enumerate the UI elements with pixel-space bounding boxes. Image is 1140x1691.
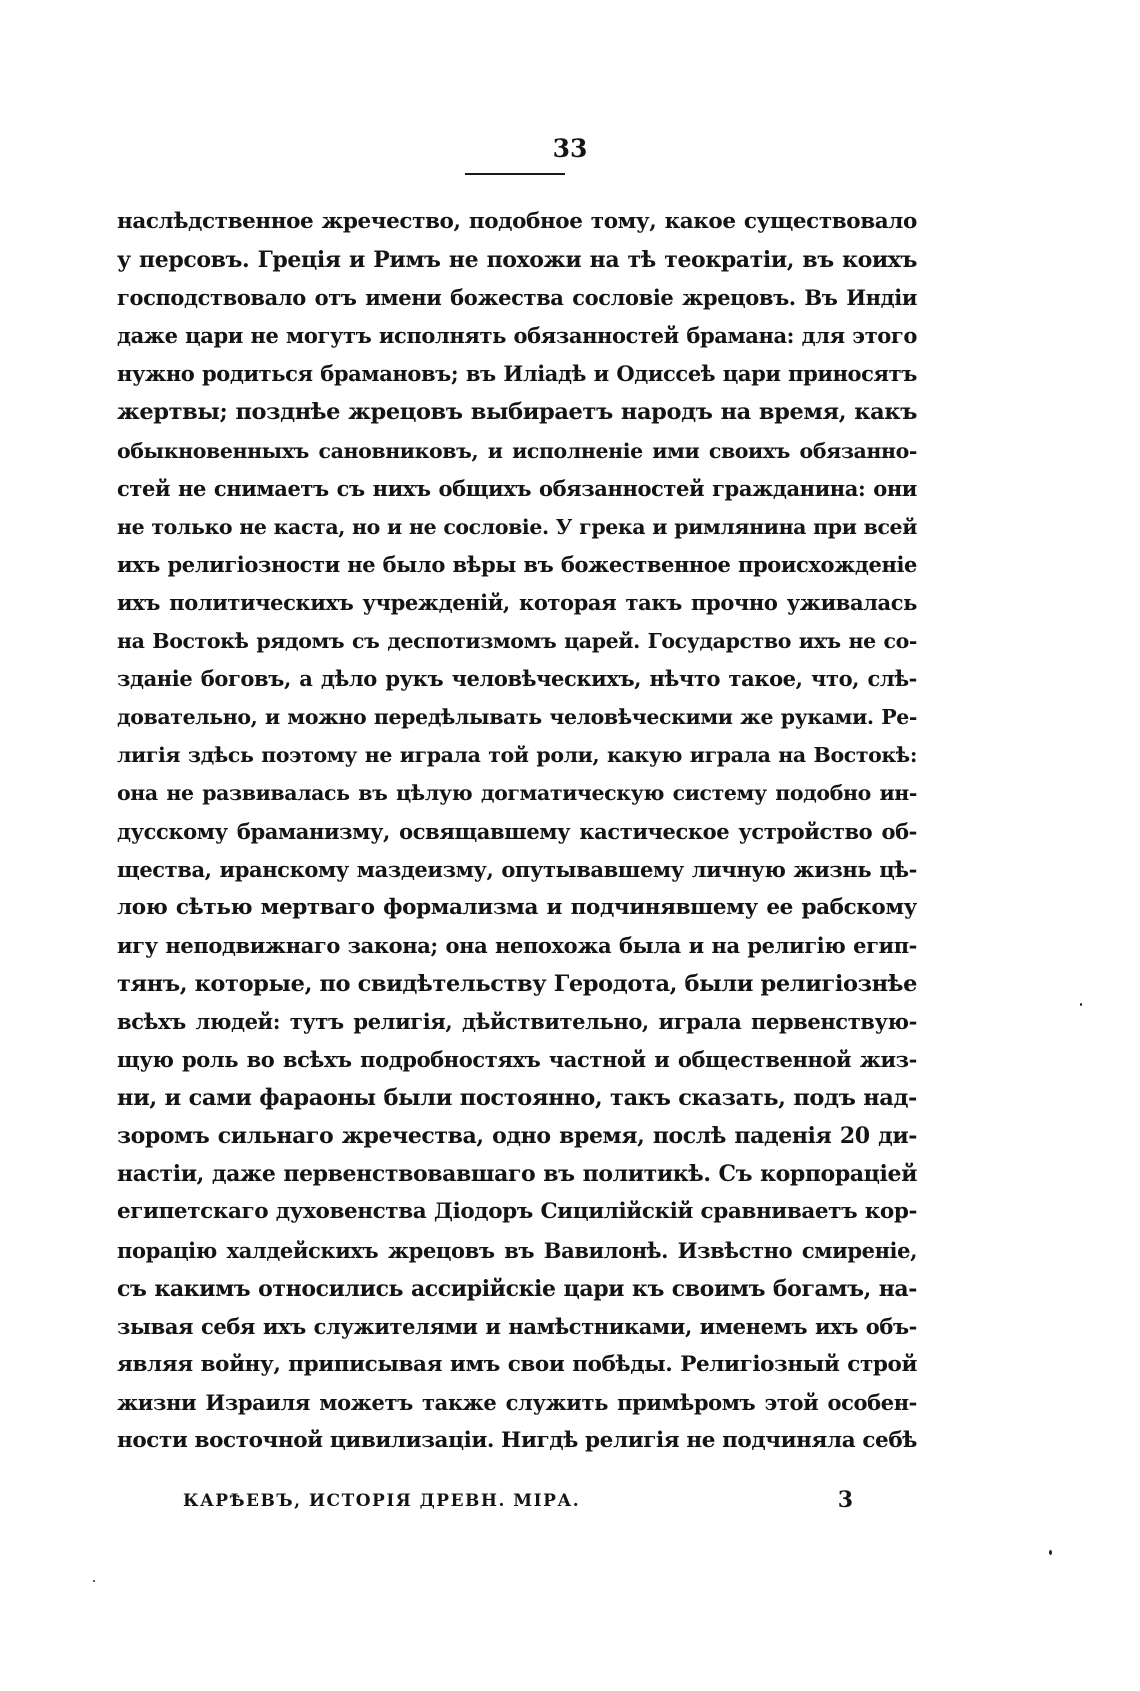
text-line: зданіе боговъ, а дѣло рукъ человѣческихъ, нѣчто такое, что, слѣ- xyxy=(117,666,917,692)
text-line: нужно родиться брамановъ; въ Иліадѣ и Одиссеѣ цари приносятъ xyxy=(117,361,917,387)
text-line: господствовало отъ имени божества сословіе жрецовъ. Въ Индіи xyxy=(117,285,917,311)
text-line: настіи, даже первенствовавшаго въ политикѣ. Съ корпораціей xyxy=(117,1161,917,1188)
text-line: ихъ политическихъ учрежденій, которая такъ прочно уживалась xyxy=(117,589,917,615)
text-line: даже цари не могутъ исполнять обязанностей брамана: для этого xyxy=(117,323,917,349)
text-line: щую роль во всѣхъ подробностяхъ частной и общественной жиз- xyxy=(117,1047,917,1073)
text-line: ности восточной цивилизаціи. Нигдѣ религія не подчиняла себѣ xyxy=(117,1428,917,1453)
page-number: 33 xyxy=(552,134,588,163)
text-line: на Востокѣ рядомъ съ деспотизмомъ царей. Государство ихъ не со- xyxy=(117,629,917,654)
scan-speck xyxy=(1049,1550,1052,1555)
text-line: щества, иранскому маздеизму, опутывавшему личную жизнь цѣ- xyxy=(117,856,917,882)
text-line: съ какимъ относились ассирійскіе цари къ своимъ богамъ, на- xyxy=(117,1275,917,1302)
text-line: всѣхъ людей: тутъ религія, дѣйствительно, играла первенствую- xyxy=(117,1008,917,1034)
text-line: дусскому браманизму, освящавшему кастическое устройство об- xyxy=(117,818,917,844)
scan-speck xyxy=(1080,1003,1082,1006)
page-footer xyxy=(183,1487,853,1521)
text-line: порацію халдейскихъ жрецовъ въ Вавилонѣ. Извѣстно смиреніе, xyxy=(117,1237,917,1263)
text-line: тянъ, которые, по свидѣтельству Геродота, были религіознѣе xyxy=(117,970,917,997)
text-line: обыкновенныхъ сановниковъ, и исполненіе ими своихъ обязанно- xyxy=(117,438,917,463)
scan-speck xyxy=(93,1580,95,1582)
text-line: являя войну, приписывая имъ свои побѣды. Религіозный строй xyxy=(117,1351,917,1377)
text-line: наслѣдственное жречество, подобное тому, какое существовало xyxy=(117,209,917,234)
text-line: ни, и сами фараоны были постоянно, такъ сказать, подъ над- xyxy=(117,1085,917,1112)
text-line: лигія здѣсь поэтому не играла той роли, какую играла на Востокѣ: xyxy=(117,743,917,768)
text-line: игу неподвижнаго закона; она непохожа была и на религію егип- xyxy=(117,932,917,958)
text-line: зоромъ сильнаго жречества, одно время, послѣ паденія 20 ди- xyxy=(117,1123,917,1150)
text-line: она не развивалась въ цѣлую догматическую систему подобно ин- xyxy=(117,781,917,806)
page-number-rule xyxy=(465,173,565,175)
text-line: стей не снимаетъ съ нихъ общихъ обязанностей гражданина: они xyxy=(117,475,917,501)
text-line: не только не каста, но и не сословіе. У грека и римлянина при всей xyxy=(117,514,917,539)
text-line: жизни Израиля можетъ также служить примѣромъ этой особен- xyxy=(117,1389,917,1415)
body-text xyxy=(117,203,917,1460)
text-line: лою сѣтью мертваго формализма и подчинявшему ее рабскому xyxy=(117,894,917,920)
text-line: зывая себя ихъ служителями и намѣстниками, именемъ ихъ объ- xyxy=(117,1313,917,1339)
text-line: ихъ религіозности не было вѣры въ божественное происхожденіе xyxy=(117,551,917,577)
text-line: жертвы; позднѣе жрецовъ выбираетъ народъ на время, какъ xyxy=(117,399,917,426)
text-line: египетскаго духовенства Діодоръ Сицилійскій сравниваетъ кор- xyxy=(117,1199,917,1225)
signature-mark: КАРѢЕВЪ, ИСТОРІЯ ДРЕВН. МІРА. xyxy=(183,1491,581,1511)
text-line: довательно, и можно передѣлывать человѣческими же руками. Ре- xyxy=(117,705,917,730)
text-line: у персовъ. Греція и Римъ не похожи на тѣ теократіи, въ коихъ xyxy=(117,247,917,274)
sheet-number: 3 xyxy=(837,1487,853,1513)
